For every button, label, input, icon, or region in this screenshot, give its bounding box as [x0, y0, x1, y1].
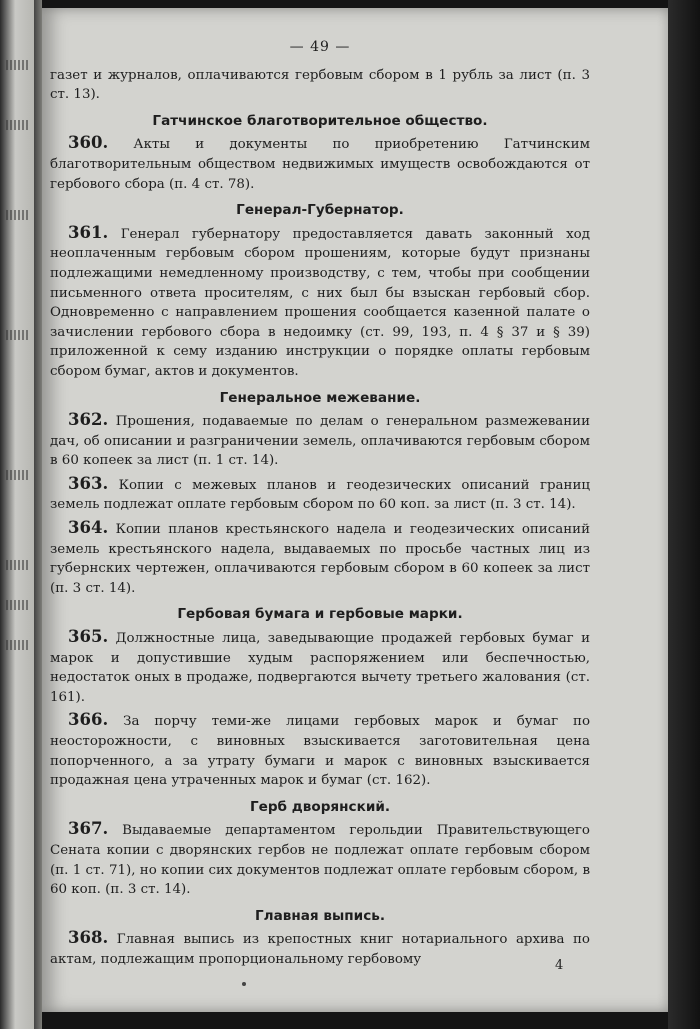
entry-360 — [50, 133, 590, 194]
entry-367 — [50, 819, 590, 899]
entry-number: 367. — [68, 819, 109, 839]
section-heading: Гербовая бумага и гербовые марки. — [177, 606, 463, 623]
entry-number: 368. — [68, 928, 109, 948]
entry-number: 362. — [68, 410, 109, 430]
entry-number: 361. — [68, 222, 109, 242]
entry-368 — [50, 928, 590, 969]
entry-365 — [50, 627, 590, 707]
entry-text: За порчу теми-же лицами гербовых марок и бумаг по неосторожности, с виновных взыскивается заготовительная цена попорченного, а за утрату бумаги и марок с виновных взыскивается продажная цена утраченных марок и бумаг (ст. 162). — [50, 714, 591, 789]
page-number: — 49 — — [289, 39, 351, 55]
entry-text: Прошения, подаваемые по делам о генеральном размежевании дач, об описании и разграничении земель, оплачиваются гербовым сбором в 60 копеек за лист (п. 1 ст. 14). — [50, 414, 590, 469]
entry-number: 365. — [68, 627, 109, 647]
entry-number: 363. — [68, 473, 109, 493]
entry-text: Копии с межевых планов и геодезических описаний границ земель подлежат оплате гербовым сбором по 60 коп. за лист (п. 3 ст. 14). — [50, 477, 590, 513]
section-general-survey — [50, 389, 590, 599]
entry-text: Генерал губернатору предоставляется давать законный ход неоплаченным гербовым сбором прошениям, которые будут признаны подлежащими немедленному производству, с тем, чтобы при сообщении письменного ответа просителям, с них был бы взыскан гербовый сбор. Одновременно с направлением прошения сообщается казенной палате о зачислении гербового сбора в недоимку (ст. 99, 193, п. 4 § 37 и § 39) приложенной к сему изданию инструкции о порядке оплаты гербовым сбором бумаг, актов и документов. — [50, 226, 590, 379]
entry-text: Акты и документы по приобретению Гатчинским благотворительным обществом недвижимых имуществ освобождаются от гербового сбора (п. 4 ст. 78). — [50, 137, 590, 192]
section-heading: Генеральное межевание. — [219, 389, 421, 406]
entry-text: Копии планов крестьянского надела и геодезических описаний земель крестьянского надела, выдаваемых по просьбе частных лиц из губернских чертежен, оплачиваются гербовым сбором в 60 копеек за лист (п. 3 ст. 14). — [50, 522, 590, 596]
section-governor-general — [50, 201, 590, 381]
section-main-extract — [50, 907, 590, 970]
entry-number: 366. — [68, 710, 109, 730]
section-stamp-paper — [50, 605, 590, 790]
section-heading: Гатчинское благотворительное общество. — [152, 112, 488, 129]
book-spine — [34, 0, 42, 1029]
section-heading: Генерал-Губернатор. — [236, 202, 404, 219]
section-gatchina — [50, 112, 590, 194]
entry-362 — [50, 410, 590, 471]
entry-364 — [50, 518, 590, 598]
signature-mark: 4 — [555, 958, 564, 973]
section-heading: Герб дворянский. — [249, 798, 391, 815]
entry-number: 364. — [68, 518, 109, 538]
entry-363 — [50, 474, 590, 515]
page-text — [50, 38, 590, 973]
printer-mark — [242, 982, 246, 986]
entry-text: Главная выпись из крепостных книг нотариального архива по актам, подлежащим пропорциональному гербовому — [50, 932, 590, 967]
facing-page-edge — [0, 0, 34, 1029]
entry-361 — [50, 223, 590, 382]
entry-text: Должностные лица, заведывающие продажей гербовых бумаг и марок и допустившие худым распоряжением или беспечностью, недостаток оных в продаже, подвергаются вычету третьего жалования (ст. 161). — [50, 631, 590, 705]
continued-paragraph: газет и журналов, оплачиваются гербовым сбором в 1 рубль за лист (п. 3 ст. 13). — [50, 67, 590, 103]
entry-text: Выдаваемые департаментом герольдии Правительствующего Сената копии с дворянских гербов не подлежат оплате гербовым сбором (п. 1 ст. 71), но копии сих документов подлежат оплате гербовым сбором, в 60 коп. (п. 3 ст. 14). — [50, 823, 590, 898]
section-heading: Главная выпись. — [254, 907, 386, 924]
background-edge — [668, 0, 700, 1029]
section-noble-coat-of-arms — [50, 798, 590, 900]
entry-366 — [50, 710, 590, 790]
entry-number: 360. — [68, 133, 109, 153]
